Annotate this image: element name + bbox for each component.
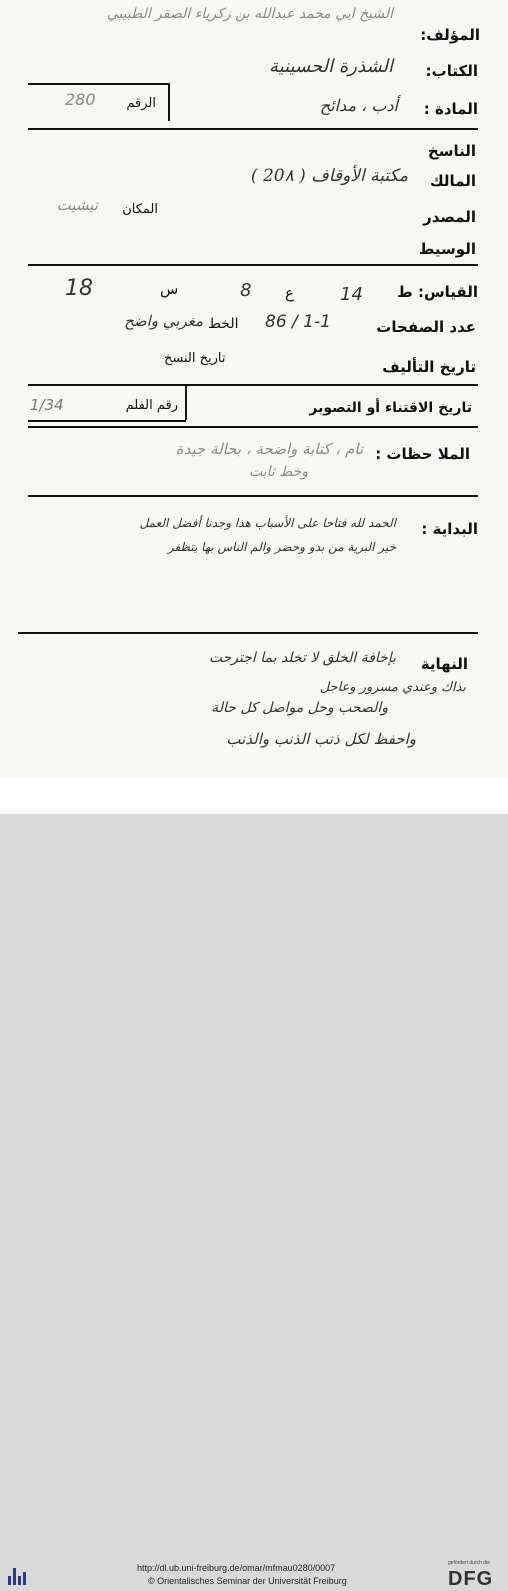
author-label: المؤلف: — [420, 26, 480, 44]
rule-after-beginning — [18, 632, 478, 634]
rule-after-dates — [28, 384, 478, 386]
ending-line4: واحفظ لكل ذنب الذنب والذنب — [226, 730, 416, 748]
subject-label: المادة : — [423, 100, 478, 118]
pages-label: عدد الصفحات — [376, 318, 476, 336]
subject-value: أدب ، مدائح — [319, 96, 398, 115]
owner-value: مكتبة الأوقاف ( 20٨ ) — [250, 166, 408, 186]
dimensions-s-label: س — [160, 280, 179, 298]
rule-top — [28, 83, 168, 85]
university-logo-icon — [6, 1564, 28, 1586]
rule-film-box-right — [185, 386, 187, 420]
dfg-logo-icon: DFG — [448, 1568, 494, 1590]
notes-line2: وخط ثابت — [249, 464, 308, 480]
funded-by-text: gefördert durch die — [448, 1560, 490, 1566]
ending-line1: بإخافة الخلق لا تخلد بما اجترحت — [208, 650, 396, 666]
script-label: الخط — [208, 316, 239, 332]
footer — [0, 778, 508, 1590]
beginning-line2: خير البرية من بدو وحضر والم الناس بها يتظفر — [167, 540, 396, 554]
rule-after-notes — [28, 495, 478, 497]
beginning-label: البداية : — [421, 520, 478, 538]
dimensions-a-label: ع — [285, 284, 294, 302]
ending-line2: بذاك وعندي مسرور وعاجل — [319, 680, 466, 695]
film-value: 1/34 — [30, 396, 64, 414]
book-value: الشذرة الحسينية — [269, 56, 393, 77]
author-value: الشيخ ابي محمد عبدالله بن زكرياء الصقر الطبيبي — [106, 6, 393, 22]
ending-line3: والصحب وحل مواصل كل حالة — [211, 700, 388, 716]
dimensions-t-value: 14 — [340, 284, 363, 305]
number-value: 280 — [65, 90, 96, 109]
notes-line1: تام ، كتابة واضحة ، بحالة جيدة — [175, 440, 363, 458]
rule-after-subject — [28, 128, 478, 130]
acquisition-label: تاريخ الاقتناء أو التصوير — [309, 400, 472, 416]
place-label: المكان — [122, 202, 158, 217]
owner-label: المالك — [429, 172, 476, 190]
authorship-date-label: تاريخ التأليف — [382, 358, 476, 376]
ending-label: النهاية — [420, 655, 468, 673]
film-label: رقم الفلم — [125, 398, 178, 413]
rule-after-acquisition — [28, 426, 478, 428]
place-value: تيشيت — [56, 196, 98, 214]
number-label: الرقم — [126, 96, 156, 111]
rule-number-box-right — [168, 83, 170, 121]
script-value: مغربي واضح — [124, 312, 203, 330]
dimensions-a-value: 8 — [240, 280, 252, 301]
footer-url[interactable]: http://dl.ub.uni-freiburg.de/omar/mfmau0280/0007 — [137, 1563, 336, 1573]
rule-film-box-bottom — [28, 420, 186, 422]
dimensions-s-value: 18 — [65, 276, 93, 301]
copyist-label: الناسخ — [427, 142, 476, 160]
source-label: المصدر — [423, 208, 476, 226]
intermediary-label: الوسيط — [418, 240, 476, 258]
rule-after-intermediary — [28, 264, 478, 266]
dimensions-label: القياس: ط — [397, 283, 478, 301]
notes-label: الملا حظات : — [375, 445, 470, 463]
book-label: الكتاب: — [425, 62, 478, 80]
pages-value: 86 / 1-1 — [265, 312, 331, 332]
beginning-line1: الحمد لله فتاحا على الأسباب هذا وجدنا أفضل العمل — [139, 516, 396, 530]
copy-date-label: تاريخ النسخ — [164, 351, 226, 366]
footer-copyright: © Orientalisches Seminar der Universität Freiburg — [148, 1576, 347, 1586]
catalog-card — [0, 0, 508, 778]
